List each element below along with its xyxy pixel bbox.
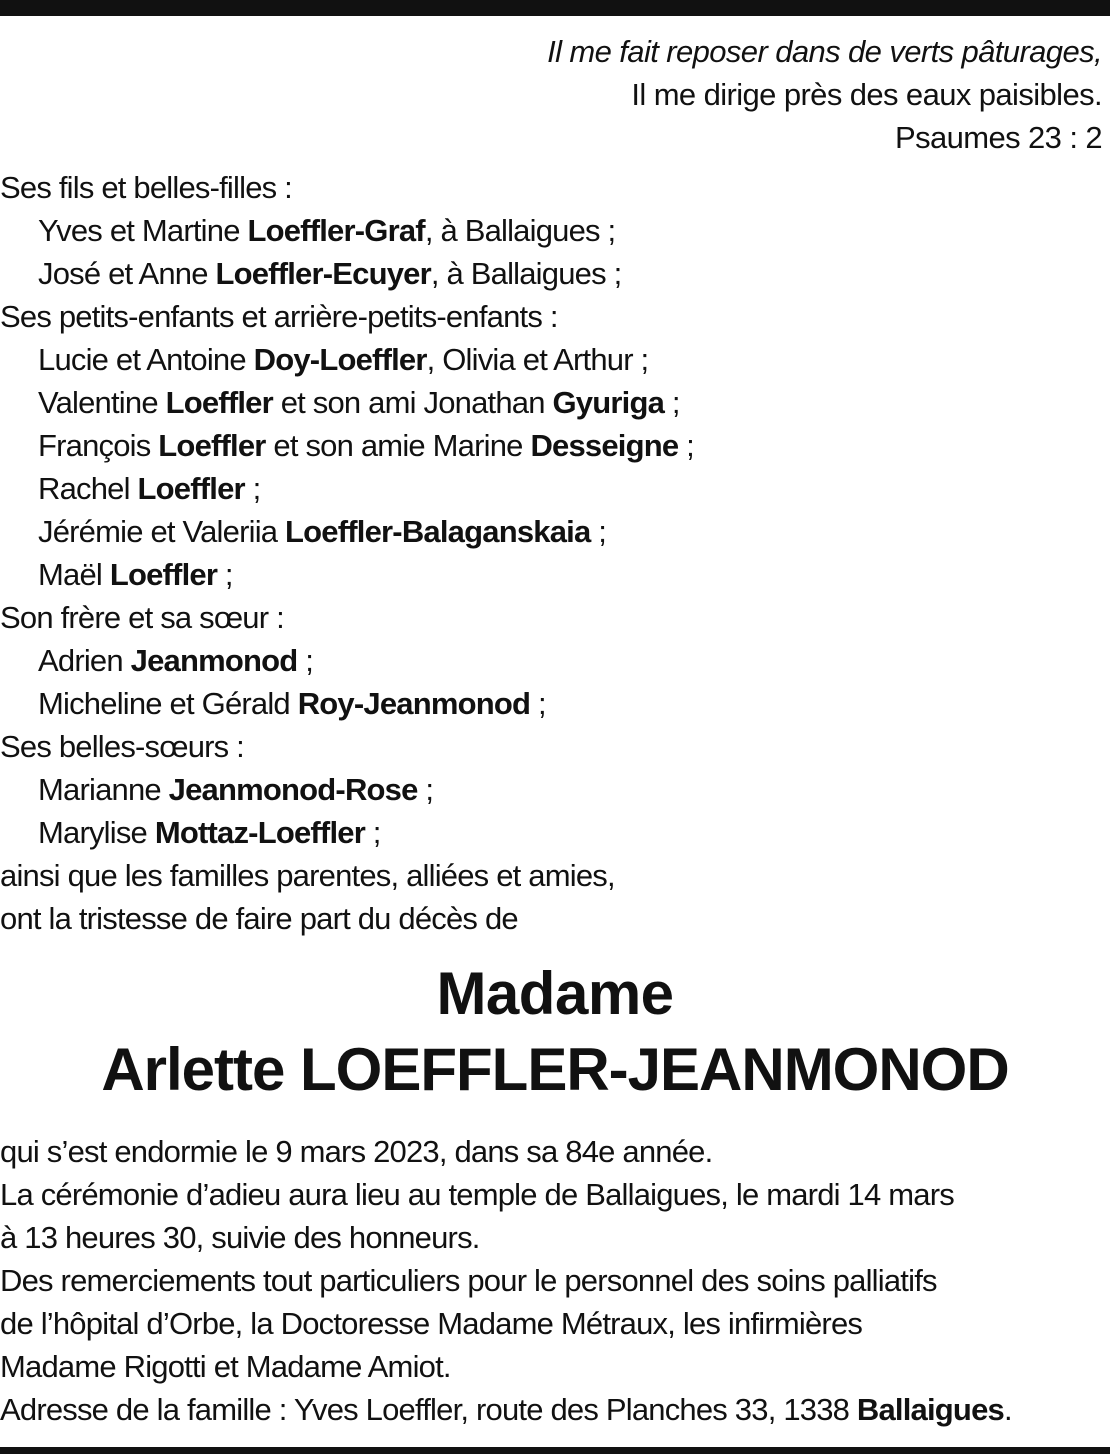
- member-surname: Loeffler: [137, 471, 245, 506]
- family-member: [0, 252, 1110, 295]
- sisters-in-law-header: Ses belles-sœurs :: [0, 729, 244, 764]
- member-suffix: ;: [530, 686, 546, 721]
- member-suffix: , à Ballaigues ;: [430, 256, 622, 291]
- partner-surname: Gyuriga: [552, 385, 665, 420]
- closing-line-2: ont la tristesse de faire part du décès de: [0, 901, 518, 936]
- member-surname: Doy-Loeffler: [253, 342, 427, 377]
- member-partner-text: et son amie Marine: [265, 428, 531, 463]
- address-text: Adresse de la famille : Yves Loeffler, route des Planches 33, 1338: [0, 1392, 857, 1427]
- deceased-name: Arlette LOEFFLER-JEANMONOD: [101, 1036, 1009, 1103]
- member-suffix: , Olivia et Arthur ;: [426, 342, 649, 377]
- member-surname: Loeffler-Graf: [247, 213, 425, 248]
- member-surname: Roy-Jeanmonod: [297, 686, 531, 721]
- details-line-6: Madame Rigotti et Madame Amiot.: [0, 1349, 451, 1384]
- family-member: [0, 424, 1110, 467]
- family-address: [0, 1388, 1110, 1431]
- member-surname: Loeffler-Balaganskaia: [285, 514, 591, 549]
- sons-header: Ses fils et belles-filles :: [0, 170, 292, 205]
- member-first-names: Valentine: [38, 385, 166, 420]
- member-partner-text: et son ami Jonathan: [272, 385, 553, 420]
- member-suffix: ;: [678, 428, 694, 463]
- deceased-name-block: [0, 956, 1110, 1108]
- family-member: [0, 467, 1110, 510]
- psalm-verse: [547, 30, 1102, 159]
- member-surname: Loeffler: [158, 428, 266, 463]
- grandchildren-header: Ses petits-enfants et arrière-petits-enfants :: [0, 299, 558, 334]
- member-first-names: Maël: [38, 557, 110, 592]
- member-first-names: Marianne: [38, 772, 169, 807]
- family-member: [0, 553, 1110, 596]
- partner-surname: Desseigne: [530, 428, 679, 463]
- member-surname: Jeanmonod: [130, 643, 298, 678]
- member-surname: Jeanmonod-Rose: [168, 772, 418, 807]
- family-member: [0, 209, 1110, 252]
- family-member: [0, 381, 1110, 424]
- verse-reference: Psaumes 23 : 2: [895, 120, 1102, 155]
- top-rule: [0, 0, 1110, 16]
- verse-line-1: Il me fait reposer dans de verts pâturages,: [547, 34, 1102, 69]
- address-town: Ballaigues: [856, 1392, 1004, 1427]
- member-suffix: ;: [417, 772, 434, 807]
- member-first-names: Micheline et Gérald: [38, 686, 298, 721]
- member-suffix: , à Ballaigues ;: [424, 213, 616, 248]
- member-surname: Mottaz-Loeffler: [154, 815, 365, 850]
- member-suffix: ;: [590, 514, 607, 549]
- family-member: [0, 639, 1110, 682]
- member-first-names: Adrien: [38, 643, 131, 678]
- member-first-names: Marylise: [38, 815, 155, 850]
- member-surname: Loeffler: [165, 385, 273, 420]
- family-member: [0, 338, 1110, 381]
- member-suffix: ;: [364, 815, 381, 850]
- details-line-2: La cérémonie d’adieu aura lieu au temple de Ballaigues, le mardi 14 mars: [0, 1177, 954, 1212]
- member-suffix: ;: [244, 471, 261, 506]
- bottom-rule: [0, 1447, 1110, 1454]
- ceremony-details: [0, 1130, 1110, 1431]
- deceased-title: Madame: [436, 960, 674, 1027]
- member-first-names: François: [38, 428, 159, 463]
- member-first-names: Jérémie et Valeriia: [38, 514, 286, 549]
- member-surname: Loeffler-Ecuyer: [215, 256, 431, 291]
- member-first-names: Yves et Martine: [38, 213, 248, 248]
- details-line-5: de l’hôpital d’Orbe, la Doctoresse Madame Métraux, les infirmières: [0, 1306, 863, 1341]
- member-surname: Loeffler: [109, 557, 218, 592]
- verse-line-2: Il me dirige près des eaux paisibles.: [631, 77, 1102, 112]
- family-member: [0, 768, 1110, 811]
- family-member: [0, 811, 1110, 854]
- member-suffix: ;: [297, 643, 314, 678]
- address-end: .: [1003, 1392, 1012, 1427]
- member-first-names: Rachel: [38, 471, 138, 506]
- siblings-header: Son frère et sa sœur :: [0, 600, 284, 635]
- member-suffix: ;: [217, 557, 233, 592]
- details-line-1: qui s’est endormie le 9 mars 2023, dans sa 84e année.: [0, 1134, 713, 1169]
- closing-line-1: ainsi que les familles parentes, alliées et amies,: [0, 858, 615, 893]
- details-line-3: à 13 heures 30, suivie des honneurs.: [0, 1220, 480, 1255]
- details-line-4: Des remerciements tout particuliers pour le personnel des soins palliatifs: [0, 1263, 937, 1298]
- member-first-names: José et Anne: [38, 256, 216, 291]
- family-member: [0, 510, 1110, 553]
- member-suffix: ;: [664, 385, 680, 420]
- member-first-names: Lucie et Antoine: [38, 342, 254, 377]
- family-list: [0, 166, 1110, 940]
- family-member: [0, 682, 1110, 725]
